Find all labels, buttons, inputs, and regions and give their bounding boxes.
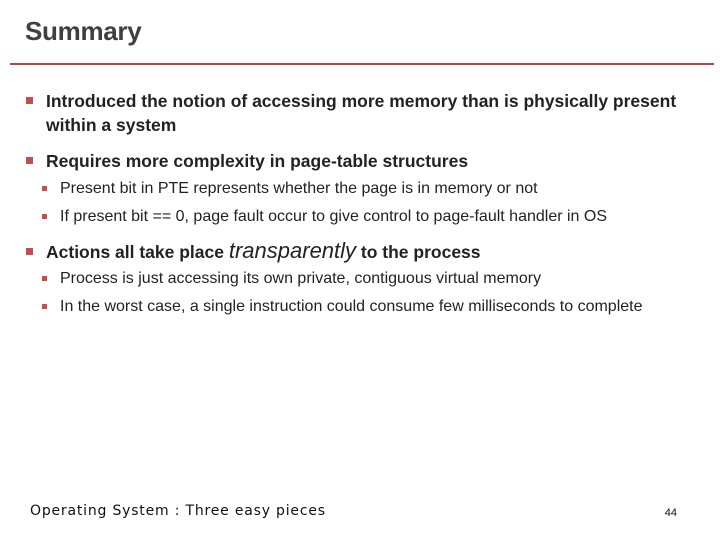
title-divider: [10, 63, 714, 65]
bullet-2-sub-1: [26, 178, 706, 200]
footer-course-title: Operating System : Three easy pieces: [30, 503, 326, 519]
slide-title: Summary: [25, 16, 142, 46]
bullet-3-sub-2: [26, 296, 660, 318]
bullet-2-sub-2: [26, 206, 706, 228]
sub-bullet-marker-icon: [42, 276, 47, 281]
bullet-1-text: Introduced the notion of accessing more memory than is physically present within a system: [46, 91, 677, 135]
slide-content: [26, 89, 706, 318]
bullet-1: [26, 89, 696, 137]
bullet-2: [26, 149, 706, 173]
bullet-3-text-before: Actions all take place: [46, 242, 229, 262]
bullet-marker-icon: [26, 97, 33, 104]
bullet-3-sub-1: [26, 268, 706, 290]
sub-bullet-marker-icon: [42, 214, 47, 219]
bullet-2-text: Requires more complexity in page-table structures: [46, 151, 469, 171]
bullet-3: [26, 239, 706, 264]
bullet-3-sub-1-text: Process is just accessing its own private, contiguous virtual memory: [60, 270, 542, 287]
bullet-3-text-after: to the process: [356, 242, 481, 262]
bullet-2-sub-1-text: Present bit in PTE represents whether the page is in memory or not: [60, 180, 538, 197]
bullet-3-emphasis: transparently: [228, 238, 357, 263]
sub-bullet-marker-icon: [42, 186, 47, 191]
bullet-2-sub-2-text: If present bit == 0, page fault occur to give control to page-fault handler in OS: [60, 208, 607, 225]
bullet-marker-icon: [26, 248, 33, 255]
bullet-3-sub-2-text: In the worst case, a single instruction could consume few milliseconds to complete: [60, 298, 643, 315]
bullet-marker-icon: [26, 157, 33, 164]
page-number: 44: [664, 507, 677, 519]
sub-bullet-marker-icon: [42, 304, 47, 309]
